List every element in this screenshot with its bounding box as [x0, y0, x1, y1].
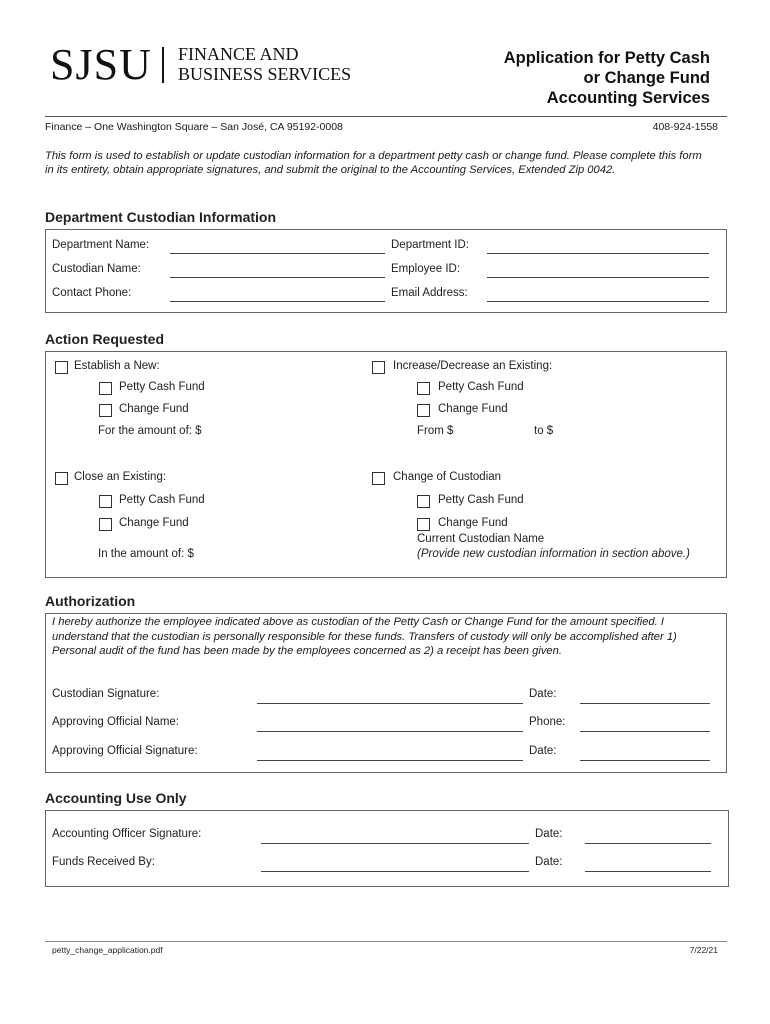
increase-petty-cash-checkbox[interactable] [417, 382, 430, 395]
logo-department [178, 44, 351, 84]
title-line-2: or Change Fund [583, 69, 710, 87]
establish-change-fund-checkbox[interactable] [99, 404, 112, 417]
employee-id-field[interactable] [487, 277, 709, 278]
header-divider [45, 116, 727, 117]
funds-received-label: Funds Received By: [52, 856, 155, 868]
close-amount-label: In the amount of: $ [98, 548, 194, 560]
department-id-field[interactable] [487, 253, 709, 254]
custodian-petty-cash-label: Petty Cash Fund [438, 494, 524, 506]
custodian-change-fund-checkbox[interactable] [417, 518, 430, 531]
increase-change-fund-label: Change Fund [438, 403, 508, 415]
authorization-section-title: Authorization [45, 593, 136, 609]
accounting-box [45, 810, 729, 887]
email-field[interactable] [487, 301, 709, 302]
close-change-fund-label: Change Fund [119, 517, 189, 529]
provide-new-note: (Provide new custodian information in section above.) [417, 548, 690, 560]
intro-text: This form is used to establish or update custodian information for a department petty cash or change fund. Please complete this form in its entirety, obtain appropriate signatures, and submit the original to the Accounting Services, Extended Zip 0042. [45, 150, 702, 176]
footer-date: 7/22/21 [689, 945, 718, 955]
approving-name-label: Approving Official Name: [52, 716, 179, 728]
establish-label: Establish a New: [74, 360, 160, 372]
close-petty-cash-label: Petty Cash Fund [119, 494, 205, 506]
footer-filename: petty_change_application.pdf [52, 945, 163, 955]
footer-divider [45, 941, 727, 942]
increase-petty-cash-label: Petty Cash Fund [438, 381, 524, 393]
authorization-text: I hereby authorize the employee indicated above as custodian of the Petty Cash or Change Fund for the amount specified. I understand that the custodian is personally responsible for these funds. Transfers of custody will only be accomplished after 1) Personal audit of the fund has been made by the employees concerned as 2) a receipt has been given. [52, 616, 677, 657]
close-label: Close an Existing: [74, 471, 167, 483]
logo-line-2: BUSINESS SERVICES [178, 64, 352, 84]
from-amount-label: From $ [417, 425, 454, 437]
approving-signature-field[interactable] [257, 760, 523, 761]
to-amount-label: to $ [534, 425, 554, 437]
approving-date-label: Date: [529, 745, 557, 757]
custodian-date-field[interactable] [580, 703, 710, 704]
title-line-3: Accounting Services [546, 89, 710, 107]
officer-date-label: Date: [535, 828, 563, 840]
logo-divider [162, 47, 164, 83]
approving-signature-label: Approving Official Signature: [52, 745, 198, 757]
current-custodian-label: Current Custodian Name [417, 533, 545, 545]
increase-checkbox[interactable] [372, 361, 385, 374]
increase-change-fund-checkbox[interactable] [417, 404, 430, 417]
funds-date-field[interactable] [585, 871, 711, 872]
approving-phone-field[interactable] [580, 731, 710, 732]
close-change-fund-checkbox[interactable] [99, 518, 112, 531]
department-id-label: Department ID: [391, 239, 469, 251]
document-title [504, 48, 710, 108]
phone-number: 408-924-1558 [652, 121, 718, 133]
custodian-signature-label: Custodian Signature: [52, 688, 160, 700]
action-section-title: Action Requested [45, 331, 165, 347]
title-line-1: Application for Petty Cash [503, 49, 710, 67]
establish-change-fund-label: Change Fund [119, 403, 189, 415]
accounting-section-title: Accounting Use Only [45, 790, 187, 806]
custodian-section-title: Department Custodian Information [45, 209, 277, 225]
custodian-change-fund-label: Change Fund [438, 517, 508, 529]
increase-label: Increase/Decrease an Existing: [393, 360, 553, 372]
custodian-petty-cash-checkbox[interactable] [417, 495, 430, 508]
logo-line-1: FINANCE AND [178, 44, 299, 64]
logo-sjsu: SJSU [50, 40, 152, 89]
employee-id-label: Employee ID: [391, 263, 461, 275]
address: Finance – One Washington Square – San José, CA 95192-0008 [45, 121, 343, 133]
funds-date-label: Date: [535, 856, 563, 868]
approving-name-field[interactable] [257, 731, 523, 732]
approving-date-field[interactable] [580, 760, 710, 761]
officer-date-field[interactable] [585, 843, 711, 844]
officer-signature-field[interactable] [261, 843, 529, 844]
establish-petty-cash-checkbox[interactable] [99, 382, 112, 395]
custodian-signature-field[interactable] [257, 703, 523, 704]
department-name-label: Department Name: [52, 239, 150, 251]
email-label: Email Address: [391, 287, 468, 299]
establish-amount-label: For the amount of: $ [98, 425, 202, 437]
approving-phone-label: Phone: [529, 716, 566, 728]
change-custodian-checkbox[interactable] [372, 472, 385, 485]
contact-phone-label: Contact Phone: [52, 287, 132, 299]
funds-received-field[interactable] [261, 871, 529, 872]
establish-petty-cash-label: Petty Cash Fund [119, 381, 205, 393]
custodian-name-label: Custodian Name: [52, 263, 141, 275]
custodian-date-label: Date: [529, 688, 557, 700]
department-name-field[interactable] [170, 253, 385, 254]
close-checkbox[interactable] [55, 472, 68, 485]
establish-checkbox[interactable] [55, 361, 68, 374]
custodian-name-field[interactable] [170, 277, 385, 278]
change-custodian-label: Change of Custodian [393, 471, 502, 483]
officer-signature-label: Accounting Officer Signature: [52, 828, 202, 840]
contact-phone-field[interactable] [170, 301, 385, 302]
close-petty-cash-checkbox[interactable] [99, 495, 112, 508]
